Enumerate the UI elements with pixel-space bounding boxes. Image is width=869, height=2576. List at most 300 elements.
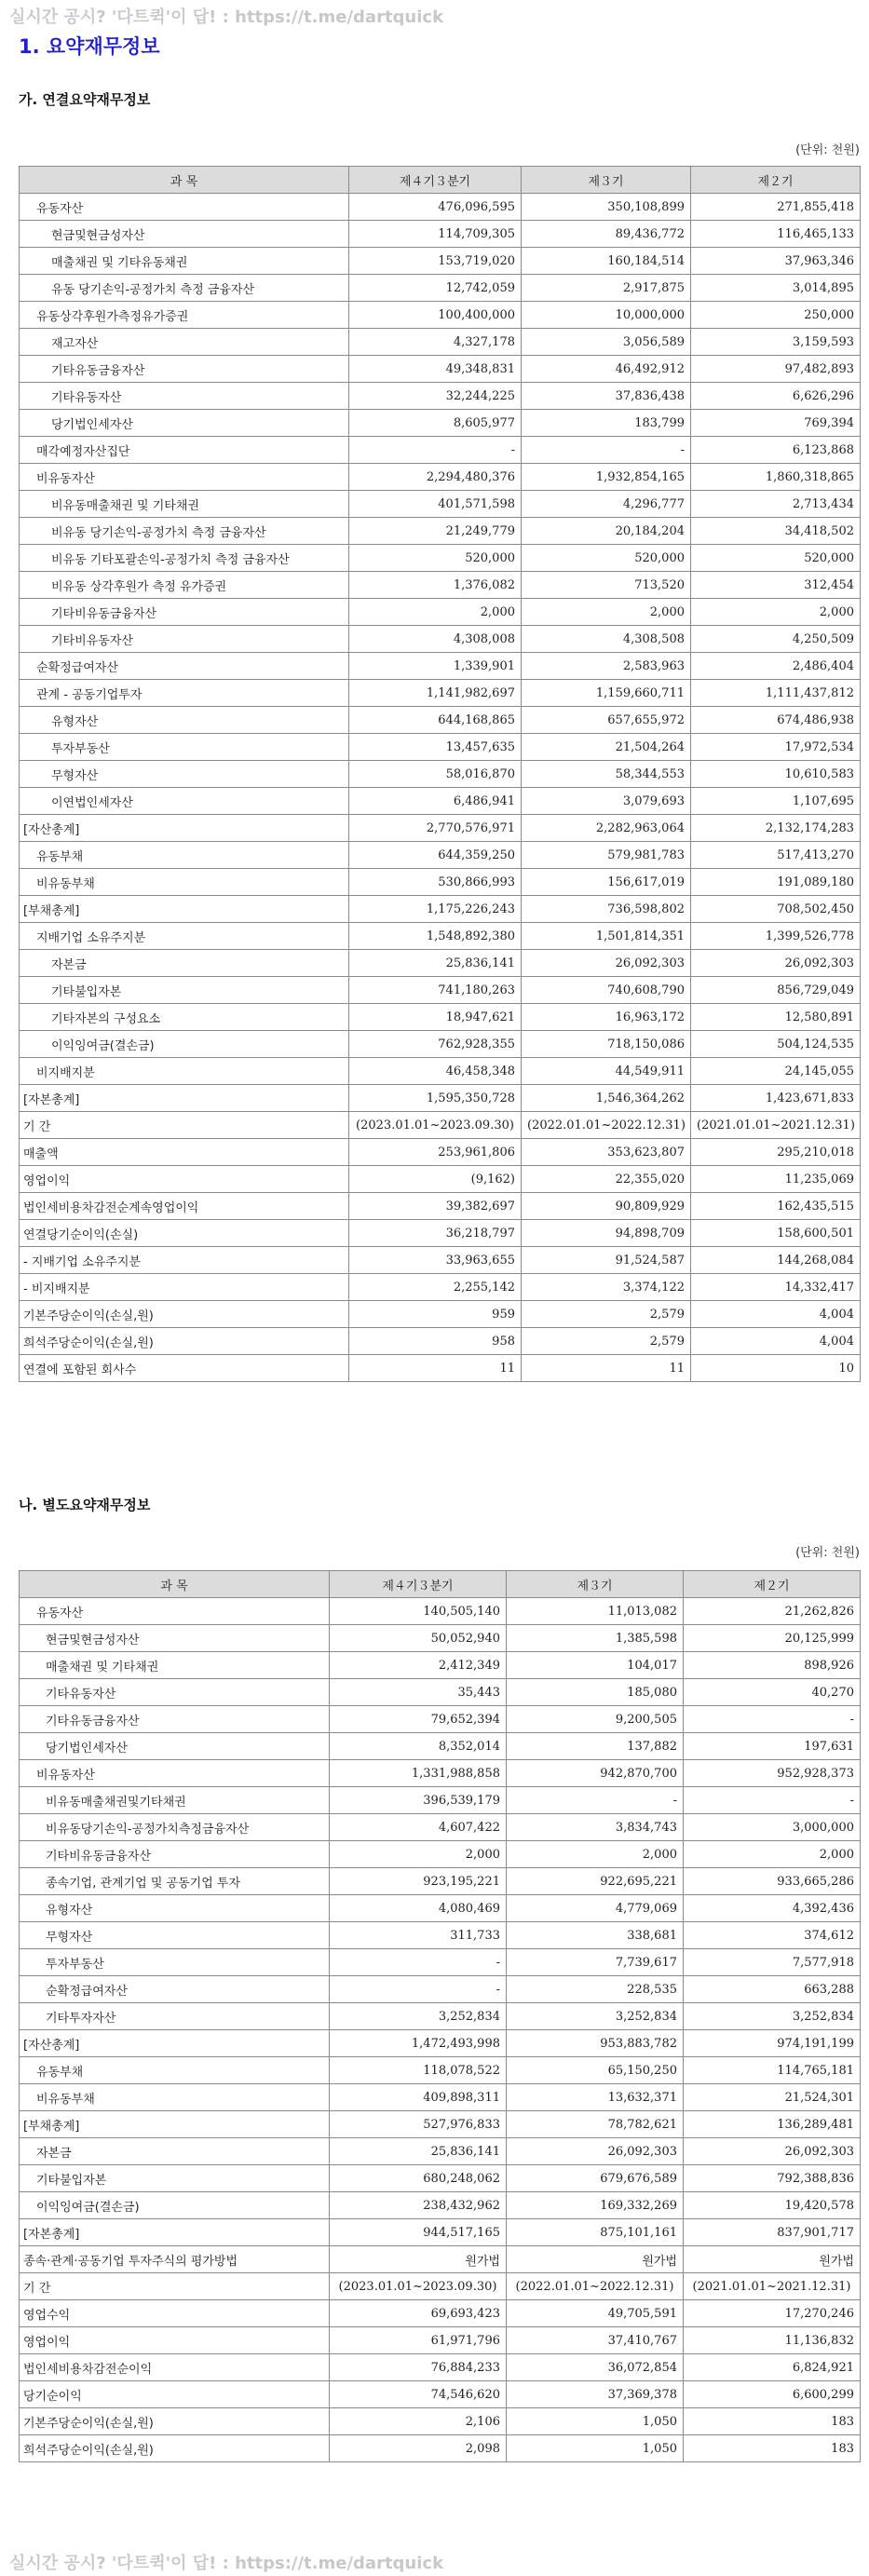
row-value: - [684, 1706, 861, 1733]
table-row [20, 1760, 861, 1787]
row-label: 현금및현금성자산 [20, 221, 349, 248]
row-value: 21,249,779 [349, 518, 522, 545]
row-value: 679,676,589 [507, 2165, 684, 2192]
row-value: 1,385,598 [507, 1625, 684, 1652]
row-label: 순확정급여자산 [20, 1976, 330, 2003]
separate-summary-table [19, 1570, 861, 2462]
row-value: 1,423,671,833 [691, 1085, 861, 1112]
row-value: 33,963,655 [349, 1247, 522, 1274]
row-label: 비유동부채 [20, 869, 349, 896]
row-value: 740,608,790 [522, 977, 691, 1004]
row-label: 관계 - 공동기업투자 [20, 680, 349, 707]
table-row [20, 302, 861, 329]
row-value: 78,782,621 [507, 2111, 684, 2138]
row-label: 기타비유동금융자산 [20, 1841, 330, 1868]
row-value: 183 [684, 2408, 861, 2435]
row-value: 3,014,895 [691, 275, 861, 302]
row-value: 875,101,161 [507, 2219, 684, 2246]
table-header-row [20, 167, 861, 194]
row-label: 법인세비용차감전순계속영업이익 [20, 1193, 349, 1220]
row-label: 기타불입자본 [20, 2165, 330, 2192]
table-row [20, 1274, 861, 1301]
table-row [20, 2165, 861, 2192]
table-row [20, 1247, 861, 1274]
row-value: 4,327,178 [349, 329, 522, 356]
row-label: 희석주당순이익(손실,원) [20, 2435, 330, 2462]
row-value: (2023.01.01~2023.09.30) [330, 2273, 507, 2300]
row-value: 36,218,797 [349, 1220, 522, 1247]
row-value: - [684, 1787, 861, 1814]
row-label: 종속기업, 관계기업 및 공동기업 투자 [20, 1868, 330, 1895]
row-value: 3,000,000 [684, 1814, 861, 1841]
row-value: 350,108,899 [522, 194, 691, 221]
row-label: 투자부동산 [20, 1949, 330, 1976]
row-value: 401,571,598 [349, 491, 522, 518]
row-value: 3,252,834 [507, 2003, 684, 2030]
row-value: 16,963,172 [522, 1004, 691, 1031]
row-label: 기타비유동자산 [20, 626, 349, 653]
row-label: 비지배지분 [20, 1058, 349, 1085]
row-label: [자산총계] [20, 2030, 330, 2057]
table-row [20, 2354, 861, 2381]
row-value: 1,860,318,865 [691, 464, 861, 491]
row-value: 49,348,831 [349, 356, 522, 383]
row-label: 당기법인세자산 [20, 410, 349, 437]
row-value: 922,695,221 [507, 1868, 684, 1895]
table-row [20, 1868, 861, 1895]
row-value: 114,709,305 [349, 221, 522, 248]
row-value: 923,195,221 [330, 1868, 507, 1895]
row-value: 2,412,349 [330, 1652, 507, 1679]
row-value: 2,000 [507, 1841, 684, 1868]
row-value: 1,141,982,697 [349, 680, 522, 707]
row-value: 762,928,355 [349, 1031, 522, 1058]
row-value: 137,882 [507, 1733, 684, 1760]
table-row [20, 2408, 861, 2435]
table-row [20, 545, 861, 572]
row-value: 2,255,142 [349, 1274, 522, 1301]
consolidated-unit-note: (단위: 천원) [795, 143, 860, 157]
row-value: 114,765,181 [684, 2057, 861, 2084]
row-value: 37,410,767 [507, 2327, 684, 2354]
table-row [20, 2192, 861, 2219]
row-value: 657,655,972 [522, 707, 691, 734]
row-value: 718,150,086 [522, 1031, 691, 1058]
table-row [20, 1949, 861, 1976]
row-value: 792,388,836 [684, 2165, 861, 2192]
row-value: 250,000 [691, 302, 861, 329]
row-value: 338,681 [507, 1922, 684, 1949]
row-value: - [330, 1949, 507, 1976]
row-value: - [507, 1787, 684, 1814]
table-row [20, 2111, 861, 2138]
row-label: 영업이익 [20, 1166, 349, 1193]
row-value: 136,289,481 [684, 2111, 861, 2138]
row-value: 20,184,204 [522, 518, 691, 545]
table-row [20, 2300, 861, 2327]
row-value: 1,501,814,351 [522, 923, 691, 950]
row-value: - [349, 437, 522, 464]
row-label: 종속·관계·공동기업 투자주식의 평가방법 [20, 2246, 330, 2273]
row-value: 58,344,553 [522, 761, 691, 788]
row-value: 26,092,303 [684, 2138, 861, 2165]
row-value: 741,180,263 [349, 977, 522, 1004]
row-value: 898,926 [684, 1652, 861, 1679]
row-label: 비유동당기손익-공정가치측정금융자산 [20, 1814, 330, 1841]
row-value: 958 [349, 1328, 522, 1355]
row-value: (2022.01.01~2022.12.31) [507, 2273, 684, 2300]
row-value: 374,612 [684, 1922, 861, 1949]
row-value: 1,159,660,711 [522, 680, 691, 707]
row-value: 37,836,438 [522, 383, 691, 410]
row-label: 유형자산 [20, 1895, 330, 1922]
row-value: 20,125,999 [684, 1625, 861, 1652]
row-value: 158,600,501 [691, 1220, 861, 1247]
row-value: 2,917,875 [522, 275, 691, 302]
row-label: 현금및현금성자산 [20, 1625, 330, 1652]
row-value: 1,546,364,262 [522, 1085, 691, 1112]
row-value: 6,486,941 [349, 788, 522, 815]
consolidated-table-body [20, 194, 861, 1382]
row-value: 14,332,417 [691, 1274, 861, 1301]
table-row [20, 329, 861, 356]
row-value: 312,454 [691, 572, 861, 599]
row-label: 자본금 [20, 950, 349, 977]
row-value: 6,626,296 [691, 383, 861, 410]
row-label: 이연법인세자산 [20, 788, 349, 815]
table-row [20, 2030, 861, 2057]
row-value: - [330, 1976, 507, 2003]
row-value: 2,579 [522, 1328, 691, 1355]
row-value: 504,124,535 [691, 1031, 861, 1058]
row-value: 10,000,000 [522, 302, 691, 329]
row-value: 1,107,695 [691, 788, 861, 815]
row-value: 169,332,269 [507, 2192, 684, 2219]
header-account: 과 목 [20, 167, 349, 194]
watermark-top: 실시간 공시? '다트퀵'이 답! : https://t.me/dartquick [9, 7, 444, 27]
separate-section-title: 나. 별도요약재무정보 [19, 1497, 151, 1513]
separate-unit-note: (단위: 천원) [795, 1546, 860, 1560]
page-title: 1. 요약재무정보 [19, 35, 160, 58]
row-value: 2,000 [330, 1841, 507, 1868]
row-value: (2021.01.01~2021.12.31) [691, 1112, 861, 1139]
row-value: 3,252,834 [330, 2003, 507, 2030]
row-label: 유동자산 [20, 1598, 330, 1625]
row-value: 6,123,868 [691, 437, 861, 464]
table-row [20, 1058, 861, 1085]
table-row [20, 788, 861, 815]
row-value: 1,175,226,243 [349, 896, 522, 923]
row-value: 253,961,806 [349, 1139, 522, 1166]
row-value: 3,056,589 [522, 329, 691, 356]
row-label: 자본금 [20, 2138, 330, 2165]
consolidated-summary-table [19, 166, 861, 1382]
row-label: 비유동매출채권 및 기타채권 [20, 491, 349, 518]
row-value: 11,136,832 [684, 2327, 861, 2354]
table-row [20, 896, 861, 923]
row-value: 942,870,700 [507, 1760, 684, 1787]
row-value: 527,976,833 [330, 2111, 507, 2138]
row-value: 476,096,595 [349, 194, 522, 221]
row-value: 61,971,796 [330, 2327, 507, 2354]
watermark-bottom: 실시간 공시? '다트퀵'이 답! : https://t.me/dartquick [9, 2554, 444, 2573]
row-value: 49,705,591 [507, 2300, 684, 2327]
row-value: 713,520 [522, 572, 691, 599]
row-value: 7,739,617 [507, 1949, 684, 1976]
row-value: 76,884,233 [330, 2354, 507, 2381]
row-value: 2,713,434 [691, 491, 861, 518]
row-value: 160,184,514 [522, 248, 691, 275]
row-value: 24,145,055 [691, 1058, 861, 1085]
row-value: 4,308,008 [349, 626, 522, 653]
table-row [20, 1085, 861, 1112]
row-value: 4,607,422 [330, 1814, 507, 1841]
row-value: 74,546,620 [330, 2381, 507, 2408]
row-value: 17,972,534 [691, 734, 861, 761]
row-value: 1,376,082 [349, 572, 522, 599]
row-value: (9,162) [349, 1166, 522, 1193]
row-label: 기타유동자산 [20, 1679, 330, 1706]
table-row [20, 248, 861, 275]
table-row [20, 1031, 861, 1058]
row-label: 매각예정자산집단 [20, 437, 349, 464]
table-row [20, 2273, 861, 2300]
row-label: 법인세비용차감전순이익 [20, 2354, 330, 2381]
table-row [20, 2057, 861, 2084]
row-value: 1,331,988,858 [330, 1760, 507, 1787]
table-row [20, 1895, 861, 1922]
row-value: 원가법 [507, 2246, 684, 2273]
header-period-prior2: 제２기 [691, 167, 861, 194]
row-label: 비유동 상각후원가 측정 유가증권 [20, 572, 349, 599]
row-value: 837,901,717 [684, 2219, 861, 2246]
row-label: [부채총계] [20, 2111, 330, 2138]
table-row [20, 761, 861, 788]
row-value: 2,770,576,971 [349, 815, 522, 842]
row-value: 197,631 [684, 1733, 861, 1760]
row-label: 순확정급여자산 [20, 653, 349, 680]
row-label: [자산총계] [20, 815, 349, 842]
row-value: 4,779,069 [507, 1895, 684, 1922]
row-label: 유동부채 [20, 842, 349, 869]
row-value: 13,457,635 [349, 734, 522, 761]
table-row [20, 221, 861, 248]
row-value: 162,435,515 [691, 1193, 861, 1220]
table-row [20, 2084, 861, 2111]
row-label: 비유동 당기손익-공정가치 측정 금융자산 [20, 518, 349, 545]
row-value: 953,883,782 [507, 2030, 684, 2057]
table-row [20, 1139, 861, 1166]
row-label: 기타불입자본 [20, 977, 349, 1004]
table-row [20, 1922, 861, 1949]
row-value: 12,580,891 [691, 1004, 861, 1031]
row-value: 10,610,583 [691, 761, 861, 788]
row-value: 311,733 [330, 1922, 507, 1949]
row-value: 26,092,303 [691, 950, 861, 977]
row-value: 3,079,693 [522, 788, 691, 815]
row-value: 579,981,783 [522, 842, 691, 869]
row-label: 매출액 [20, 1139, 349, 1166]
row-label: 기타유동금융자산 [20, 356, 349, 383]
row-value: 2,000 [349, 599, 522, 626]
row-value: 2,282,963,064 [522, 815, 691, 842]
row-label: 유동 당기손익-공정가치 측정 금융자산 [20, 275, 349, 302]
row-value: 34,418,502 [691, 518, 861, 545]
row-value: 1,548,892,380 [349, 923, 522, 950]
row-value: 4,004 [691, 1301, 861, 1328]
row-value: 26,092,303 [507, 2138, 684, 2165]
table-row [20, 1733, 861, 1760]
row-label: 당기순이익 [20, 2381, 330, 2408]
row-label: 연결에 포함된 회사수 [20, 1355, 349, 1382]
row-value: 520,000 [691, 545, 861, 572]
row-value: 11 [349, 1355, 522, 1382]
row-value: 959 [349, 1301, 522, 1328]
row-label: 기본주당순이익(손실,원) [20, 2408, 330, 2435]
table-row [20, 869, 861, 896]
table-row [20, 194, 861, 221]
row-value: 94,898,709 [522, 1220, 691, 1247]
row-value: 944,517,165 [330, 2219, 507, 2246]
row-label: 당기법인세자산 [20, 1733, 330, 1760]
row-value: 6,600,299 [684, 2381, 861, 2408]
table-row [20, 2138, 861, 2165]
row-value: 원가법 [684, 2246, 861, 2273]
row-label: 기타비유동금융자산 [20, 599, 349, 626]
table-row [20, 653, 861, 680]
row-value: 185,080 [507, 1679, 684, 1706]
row-value: 2,583,963 [522, 653, 691, 680]
row-value: (2021.01.01~2021.12.31) [684, 2273, 861, 2300]
row-value: 295,210,018 [691, 1139, 861, 1166]
row-value: 153,719,020 [349, 248, 522, 275]
table-row [20, 1301, 861, 1328]
separate-table-body [20, 1598, 861, 2462]
row-value: 4,296,777 [522, 491, 691, 518]
table-row [20, 1976, 861, 2003]
row-value: 100,400,000 [349, 302, 522, 329]
row-label: 이익잉여금(결손금) [20, 1031, 349, 1058]
row-value: 1,050 [507, 2408, 684, 2435]
row-value: 663,288 [684, 1976, 861, 2003]
row-value: 40,270 [684, 1679, 861, 1706]
row-value: 736,598,802 [522, 896, 691, 923]
row-value: 39,382,697 [349, 1193, 522, 1220]
row-value: 2,000 [522, 599, 691, 626]
row-value: 37,369,378 [507, 2381, 684, 2408]
row-value: 50,052,940 [330, 1625, 507, 1652]
table-row [20, 2381, 861, 2408]
row-value: 409,898,311 [330, 2084, 507, 2111]
table-row [20, 356, 861, 383]
table-row [20, 950, 861, 977]
row-value: 1,399,526,778 [691, 923, 861, 950]
row-value: 183,799 [522, 410, 691, 437]
table-row [20, 518, 861, 545]
row-value: 97,482,893 [691, 356, 861, 383]
row-value: 35,443 [330, 1679, 507, 1706]
row-value: 140,505,140 [330, 1598, 507, 1625]
row-value: 1,472,493,998 [330, 2030, 507, 2057]
row-value: 6,824,921 [684, 2354, 861, 2381]
table-row [20, 383, 861, 410]
table-row [20, 491, 861, 518]
row-label: - 비지배지분 [20, 1274, 349, 1301]
row-value: 9,200,505 [507, 1706, 684, 1733]
table-row [20, 626, 861, 653]
row-value: 26,092,303 [522, 950, 691, 977]
row-value: 2,579 [522, 1301, 691, 1328]
row-value: 18,947,621 [349, 1004, 522, 1031]
row-value: 3,834,743 [507, 1814, 684, 1841]
row-label: 이익잉여금(결손금) [20, 2192, 330, 2219]
row-label: - 지배기업 소유주지분 [20, 1247, 349, 1274]
row-value: 974,191,199 [684, 2030, 861, 2057]
row-value: 37,963,346 [691, 248, 861, 275]
row-label: [부채총계] [20, 896, 349, 923]
row-value: 2,000 [684, 1841, 861, 1868]
row-value: 46,492,912 [522, 356, 691, 383]
row-value: 4,080,469 [330, 1895, 507, 1922]
table-row [20, 680, 861, 707]
table-row [20, 464, 861, 491]
row-value: 1,595,350,728 [349, 1085, 522, 1112]
row-value: 90,809,929 [522, 1193, 691, 1220]
row-value: 58,016,870 [349, 761, 522, 788]
table-row [20, 842, 861, 869]
row-label: 기 간 [20, 1112, 349, 1139]
row-label: 무형자산 [20, 761, 349, 788]
row-value: 7,577,918 [684, 1949, 861, 1976]
row-value: 4,392,436 [684, 1895, 861, 1922]
row-value: 원가법 [330, 2246, 507, 2273]
row-value: 156,617,019 [522, 869, 691, 896]
row-value: 644,359,250 [349, 842, 522, 869]
row-value: 769,394 [691, 410, 861, 437]
row-value: 144,268,084 [691, 1247, 861, 1274]
row-value: 644,168,865 [349, 707, 522, 734]
row-value: 1,932,854,165 [522, 464, 691, 491]
row-value: 680,248,062 [330, 2165, 507, 2192]
row-value: 353,623,807 [522, 1139, 691, 1166]
table-row [20, 1625, 861, 1652]
row-value: 21,524,301 [684, 2084, 861, 2111]
row-value: 674,486,938 [691, 707, 861, 734]
row-value: 19,420,578 [684, 2192, 861, 2219]
row-label: 투자부동산 [20, 734, 349, 761]
row-value: 4,250,509 [691, 626, 861, 653]
row-value: 856,729,049 [691, 977, 861, 1004]
table-row [20, 707, 861, 734]
row-label: 매출채권 및 기타유동채권 [20, 248, 349, 275]
table-row [20, 437, 861, 464]
row-label: 기타유동금융자산 [20, 1706, 330, 1733]
row-value: 2,098 [330, 2435, 507, 2462]
row-value: 3,374,122 [522, 1274, 691, 1301]
table-row [20, 1112, 861, 1139]
header-period-current: 제４기３분기 [349, 167, 522, 194]
row-label: 비유동부채 [20, 2084, 330, 2111]
row-value: 8,352,014 [330, 1733, 507, 1760]
row-value: 13,632,371 [507, 2084, 684, 2111]
table-row [20, 815, 861, 842]
row-value: 271,855,418 [691, 194, 861, 221]
table-row [20, 1220, 861, 1247]
row-value: 228,535 [507, 1976, 684, 2003]
row-value: 191,089,180 [691, 869, 861, 896]
row-value: 3,159,593 [691, 329, 861, 356]
row-value: (2022.01.01~2022.12.31) [522, 1112, 691, 1139]
